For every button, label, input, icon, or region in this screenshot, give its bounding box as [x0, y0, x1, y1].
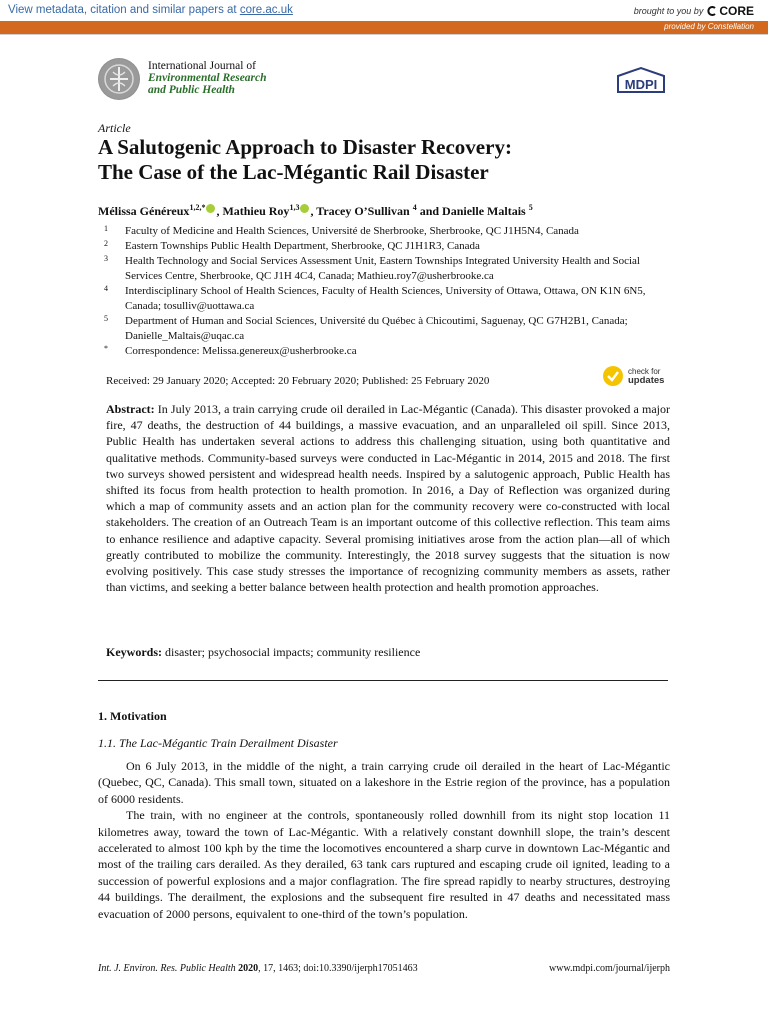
- affiliation-item: [98, 224, 668, 239]
- abstract: [106, 401, 670, 595]
- affiliation-number: 2: [104, 239, 108, 248]
- footer-journal-abbr: Int. J. Environ. Res. Public Health: [98, 963, 236, 974]
- affiliation-item: [98, 284, 668, 314]
- affiliation-item: [98, 314, 668, 344]
- paper-title-line2: The Case of the Lac-Mégantic Rail Disaster: [98, 160, 489, 184]
- correspondence-text: Correspondence: Melissa.genereux@usherbrooke.ca: [125, 345, 357, 357]
- check-for-updates-badge[interactable]: [602, 365, 664, 387]
- keywords: [106, 645, 420, 660]
- footer-journal-url[interactable]: www.mdpi.com/journal/ijerph: [549, 963, 670, 974]
- body-paragraph: The train, with no engineer at the controls, spontaneously rolled downhill from its night stop location 11 kilometres away, toward the town of Lac-Mégantic. With a relatively constant downhill slope, the train’s descent accelerated to almost 100 kph by the time the locomotives encountered a sharp curve in downtown Lac-Mégantic and most of the trailing cars derailed. As they derailed, 63 tank cars ruptured and escaping crude oil ignited, leading to a succession of powerful explosions and a major conflagration. The fire spread rapidly to nearby structures, destroying 44 buildings. The derailment, the explosions and the subsequent fire resulted in 47 deaths and necessitated mass evacuation of 2000 persons, equivalent to one-third of the town’s population.: [98, 808, 670, 921]
- brought-by-label: brought to you by: [633, 6, 704, 16]
- author-list: [98, 203, 533, 219]
- provided-by-label: provided by Constellation: [664, 22, 754, 31]
- affiliation-number: 4: [104, 284, 108, 293]
- affiliation-text: Interdisciplinary School of Health Sciences, Faculty of Health Sciences, University of Ottawa, Ottawa, ON K1N 6N5, Canada; tosulliv@uottawa.ca: [125, 285, 646, 312]
- body-paragraph: On 6 July 2013, in the middle of the night, a train carrying crude oil derailed in the heart of Lac-Mégantic (Quebec, QC, Canada). This small town, situated on a lakeshore in the Estrie region of the province, has a population of 6000 residents.: [98, 759, 670, 806]
- footer-year: 2020: [238, 963, 259, 974]
- footer-citation: [98, 963, 418, 974]
- author-name: Mélissa Généreux: [98, 204, 190, 218]
- journal-header: [98, 58, 267, 100]
- affiliation-text: Faculty of Medicine and Health Sciences, Université de Sherbrooke, Sherbrooke, QC J1H5N4, Canada: [125, 225, 579, 237]
- publication-dates: Received: 29 January 2020; Accepted: 20 February 2020; Published: 25 February 2020: [106, 375, 490, 387]
- journal-name: [148, 60, 267, 96]
- section-heading: 1. Motivation: [98, 709, 167, 723]
- journal-name-line1: International Journal of: [148, 60, 256, 72]
- footer-citation-rest: , 17, 1463; doi:10.3390/ijerph17051463: [258, 963, 418, 974]
- subsection-heading: 1.1. The Lac-Mégantic Train Derailment Disaster: [98, 736, 338, 750]
- author-name: Danielle Maltais: [442, 204, 526, 218]
- affiliation-number: 3: [104, 254, 108, 263]
- author-affiliation-sup: 4: [412, 203, 417, 212]
- check-updates-line2: updates: [628, 375, 665, 386]
- provider-strip: [0, 21, 768, 34]
- check-updates-line1: check for: [628, 367, 661, 376]
- affiliation-list: [98, 224, 668, 359]
- article-type-label: Article: [98, 121, 131, 135]
- author-affiliation-sup: 5: [528, 203, 533, 212]
- author-separator: and: [416, 204, 443, 218]
- affiliation-text: Department of Human and Social Sciences, Université du Québec à Chicoutimi, Saguenay, QC G7H2B1, Canada; Danielle_Maltais@uqac.ca: [125, 315, 628, 342]
- journal-name-line2: Environmental Research: [148, 72, 267, 84]
- core-metadata-text: [8, 4, 293, 16]
- affiliation-item: [98, 254, 668, 284]
- author-separator: ,: [310, 204, 317, 218]
- author-affiliation-sup: 1,3: [289, 203, 300, 212]
- abstract-text: In July 2013, a train carrying crude oil derailed in Lac-Mégantic (Canada). This disaster provoked a major fire, 47 deaths, the destruction of 44 buildings, a massive evacuation, and an unparalleled oil spill. Since 2013, Public Health has undertaken several actions to address this challenging situation, using both quantitative and qualitative methods. Community-based surveys were conducted in Lac-Mégantic in 2014, 2015 and 2018. The first two surveys showed persistent and widespread health needs. Inspired by a salutogenic approach, Public Health has shifted its focus from health protection to health promotion. In 2016, a Day of Reflection was organized during which a map of community assets and an action plan for the community recovery were co-constructed with local stakeholders. The creation of an Outreach Team is an important outcome of this collective reflection. This team aims to enhance resilience and adaptive capacity. Several promising initiatives arose from the action plan—all of which greatly contributed to mobilize the community. Interestingly, the 2018 survey suggests that the situation is now evolving positively. This case study stresses the importance of recognizing community members as assets, rather than victims, and seeking a better balance between health protection and health promotion approaches.: [106, 402, 670, 595]
- journal-logo-icon: [98, 58, 140, 100]
- author-name: Tracey O’Sullivan: [316, 204, 410, 218]
- keywords-text: disaster; psychosocial impacts; community resilience: [165, 645, 421, 659]
- mdpi-logo-text: MDPI: [624, 77, 658, 92]
- affiliation-number: 5: [104, 314, 108, 323]
- author-name: Mathieu Roy: [222, 204, 290, 218]
- journal-name-line3: and Public Health: [148, 84, 235, 96]
- keywords-label: Keywords:: [106, 645, 162, 659]
- correspondence-item: [98, 344, 668, 359]
- check-updates-icon: [602, 365, 624, 387]
- affiliation-number: 1: [104, 224, 108, 233]
- orcid-icon[interactable]: [206, 204, 215, 213]
- check-updates-text: [628, 367, 664, 385]
- core-link[interactable]: core.ac.uk: [239, 4, 293, 16]
- abstract-label: Abstract:: [106, 402, 155, 416]
- paper-title: [98, 135, 698, 185]
- mdpi-logo: [614, 66, 668, 101]
- core-logo[interactable]: [707, 4, 754, 18]
- core-name: CORE: [719, 4, 754, 18]
- section-divider: [98, 680, 668, 681]
- author-separator: ,: [216, 204, 223, 218]
- affiliation-number: *: [104, 344, 108, 353]
- affiliation-text: Eastern Townships Public Health Department, Sherbrooke, QC J1H1R3, Canada: [125, 240, 480, 252]
- body-text: [98, 758, 670, 922]
- author-affiliation-sup: 1,2,*: [189, 203, 206, 212]
- core-metadata-label: View metadata, citation and similar papers at: [8, 4, 240, 16]
- orcid-icon[interactable]: [300, 204, 309, 213]
- paper-title-line1: A Salutogenic Approach to Disaster Recovery:: [98, 135, 512, 159]
- core-icon: [707, 6, 717, 16]
- affiliation-item: [98, 239, 668, 254]
- core-brought-by: [634, 4, 754, 18]
- affiliation-text: Health Technology and Social Services Assessment Unit, Eastern Townships Integrated University Health and Social Services Centre, Sherbrooke, QC J1H 4C4, Canada; Mathieu.roy7@usherbrooke.ca: [125, 255, 640, 282]
